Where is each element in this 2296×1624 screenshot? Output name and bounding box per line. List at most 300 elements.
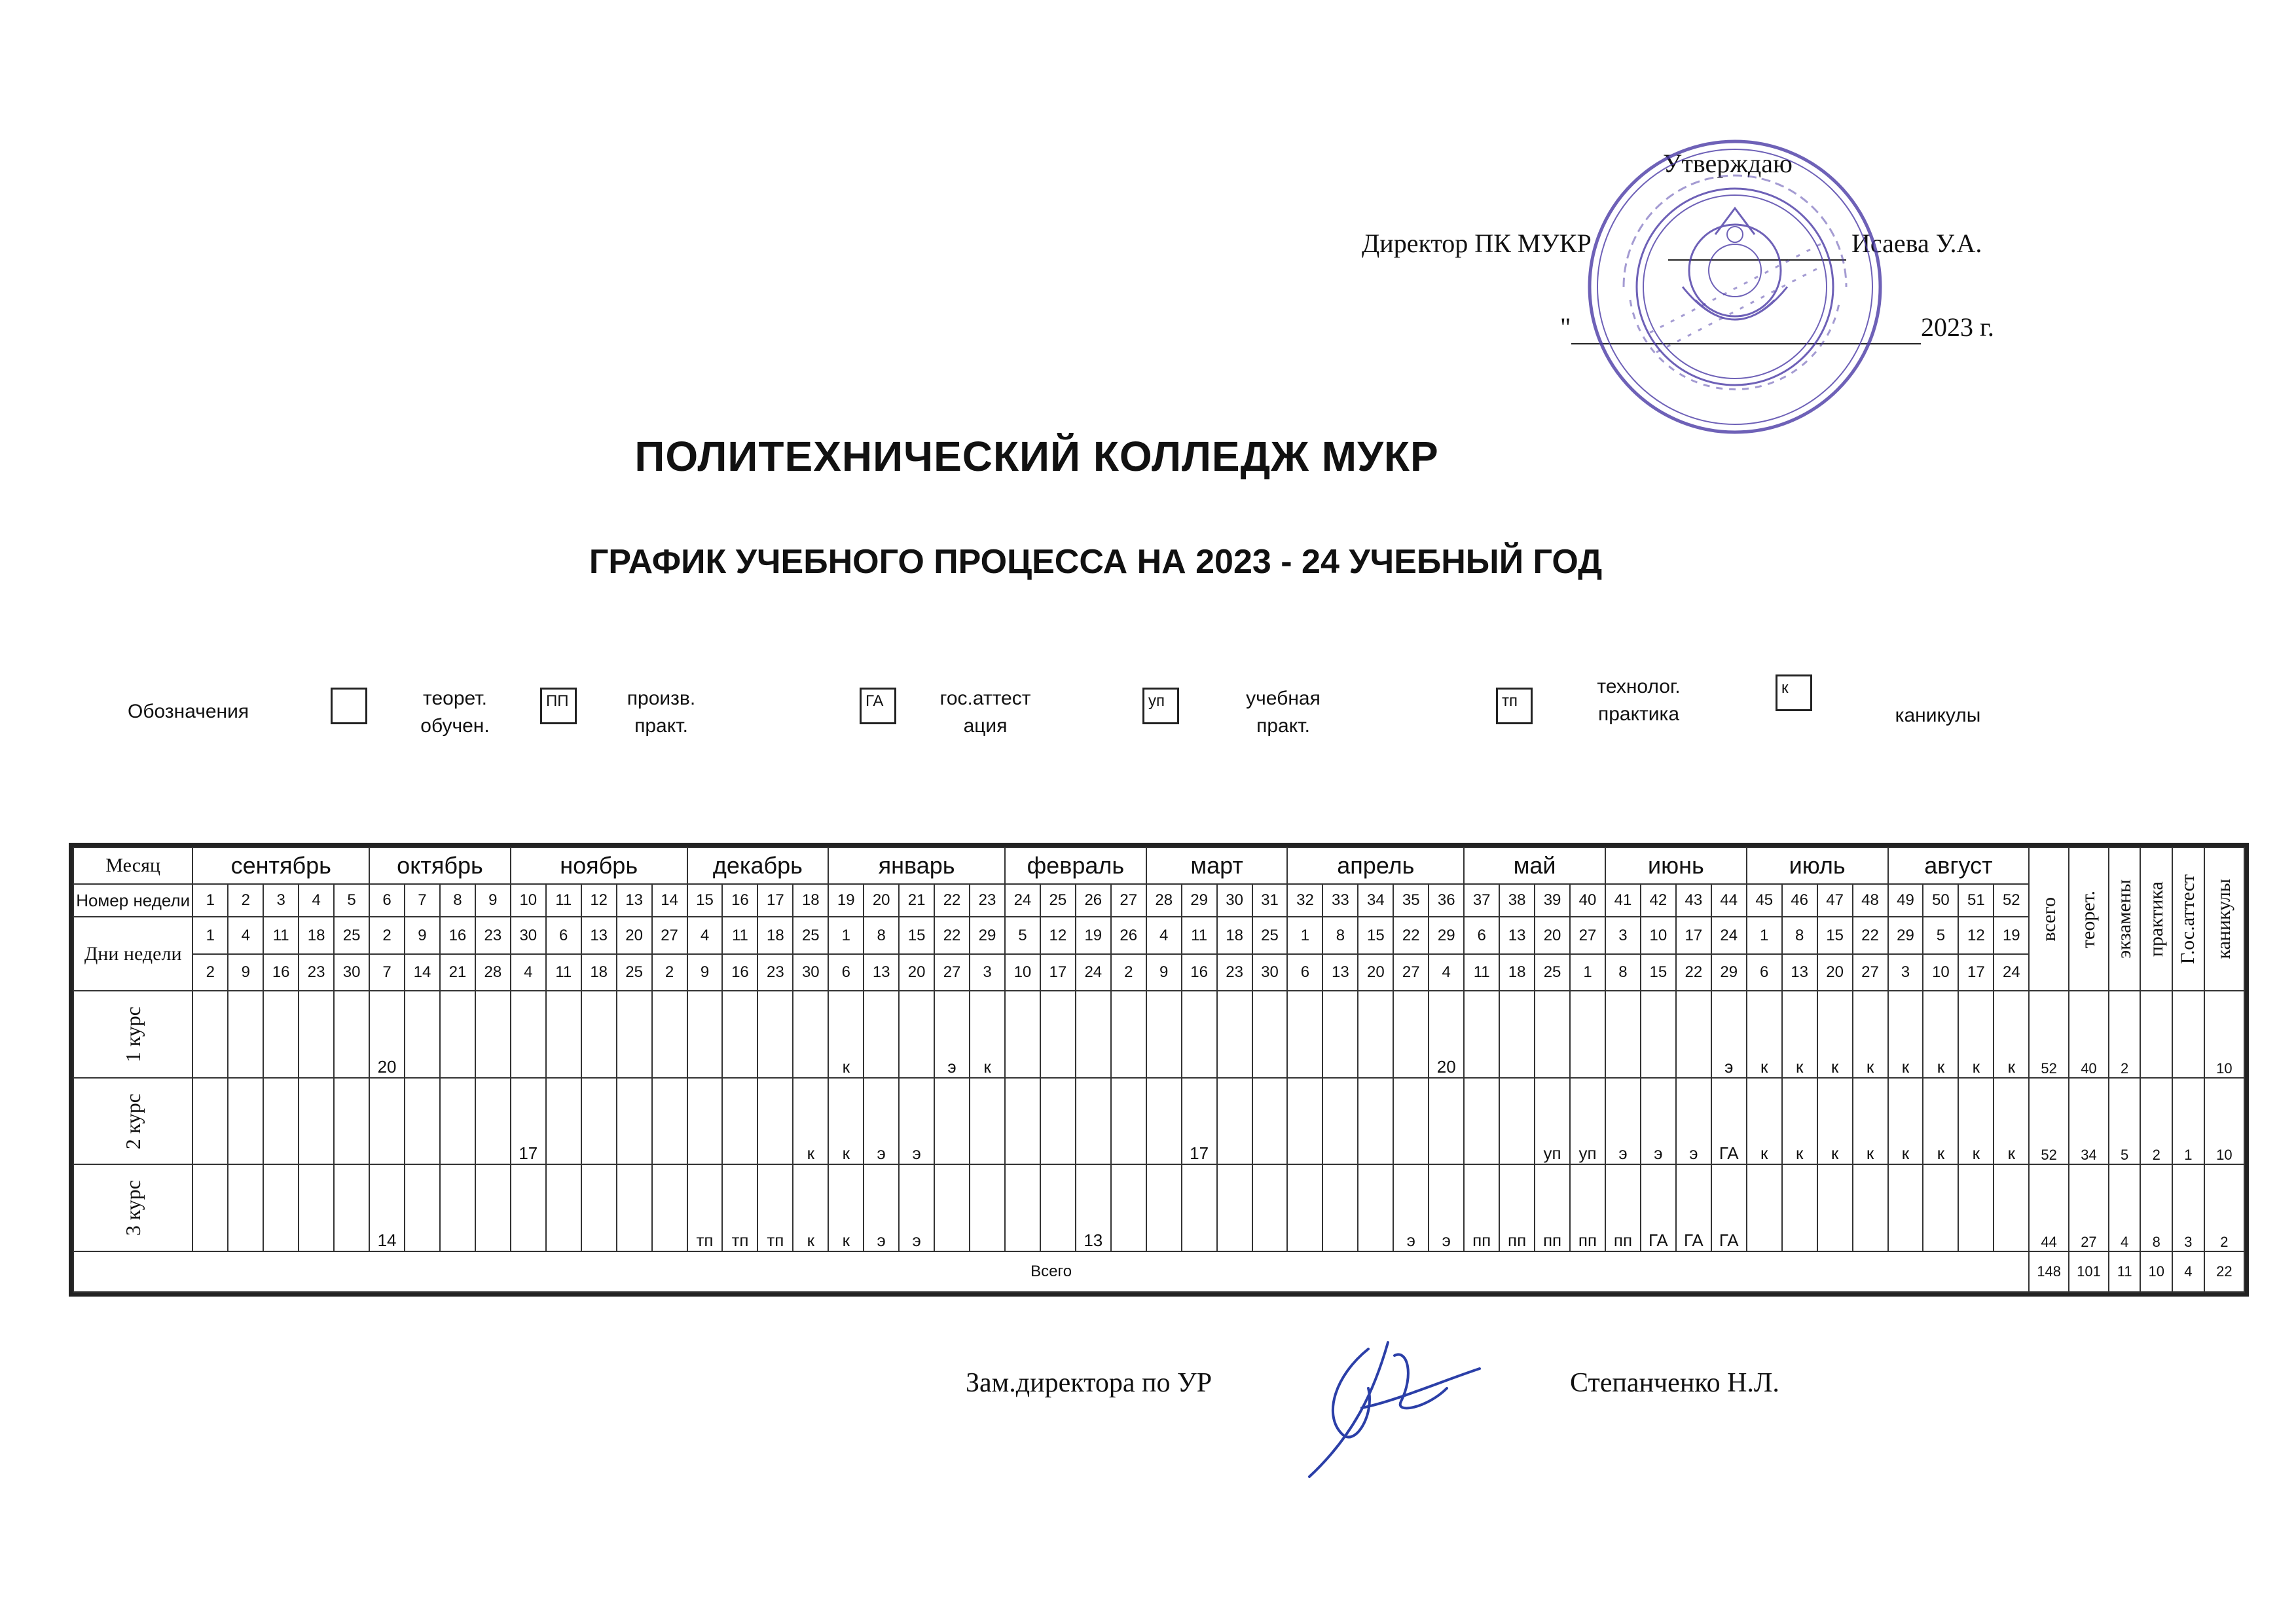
week-start-day: 17 — [1676, 917, 1711, 953]
course-summary-value: 27 — [2069, 1164, 2109, 1251]
week-end-day: 18 — [1499, 954, 1535, 991]
deputy-director-label: Зам.директора по УР — [966, 1368, 1212, 1398]
course-summary-value: 5 — [2109, 1078, 2141, 1165]
schedule-cell — [192, 991, 228, 1078]
schedule-cell — [652, 1078, 687, 1165]
schedule-cell — [757, 991, 793, 1078]
schedule-cell — [263, 1164, 299, 1251]
table-row — [73, 1078, 2244, 1165]
schedule-cell — [546, 991, 581, 1078]
week-number: 50 — [1923, 884, 1958, 917]
schedule-cell: пп — [1535, 1164, 1570, 1251]
days-label: Дни недели — [73, 917, 192, 991]
legend-text-production-practice: произв. практ. — [627, 688, 696, 737]
week-start-day: 8 — [1322, 917, 1358, 953]
schedule-cell — [546, 1078, 581, 1165]
schedule-cell — [1747, 1164, 1782, 1251]
week-number: 37 — [1464, 884, 1499, 917]
course-summary-value: 3 — [2172, 1164, 2204, 1251]
schedule-cell — [1287, 1078, 1322, 1165]
week-end-day: 29 — [1711, 954, 1747, 991]
schedule-cell — [1535, 991, 1570, 1078]
total-label: Всего — [73, 1251, 2029, 1292]
week-number: 31 — [1252, 884, 1288, 917]
approval-director-label: Директор ПК МУКР — [1362, 229, 1592, 258]
table-row — [73, 847, 2244, 884]
schedule-cell — [1464, 991, 1499, 1078]
week-number: 8 — [440, 884, 475, 917]
week-start-day: 5 — [1923, 917, 1958, 953]
week-number: 1 — [192, 884, 228, 917]
week-start-day: 22 — [1853, 917, 1888, 953]
course-summary-value — [2140, 991, 2172, 1078]
schedule-cell — [687, 991, 723, 1078]
week-start-day: 8 — [864, 917, 899, 953]
schedule-cell: к — [1958, 991, 1994, 1078]
schedule-cell — [299, 1164, 334, 1251]
schedule-cell: ГА — [1711, 1164, 1747, 1251]
schedule-cell — [263, 1078, 299, 1165]
course-summary-value: 2 — [2140, 1078, 2172, 1165]
schedule-cell — [581, 1164, 617, 1251]
legend-text-state-attestation: гос.аттест ация — [939, 688, 1031, 737]
summary-header-text: теорет. — [2077, 890, 2100, 948]
schedule-cell — [228, 1164, 263, 1251]
week-start-day: 15 — [1817, 917, 1853, 953]
week-start-day: 1 — [828, 917, 864, 953]
course-summary-value: 2 — [2109, 991, 2141, 1078]
week-number: 44 — [1711, 884, 1747, 917]
week-end-day: 30 — [334, 954, 369, 991]
legend-text-vacation: каникулы — [1895, 705, 1981, 726]
schedule-cell: к — [1923, 1078, 1958, 1165]
week-number: 17 — [757, 884, 793, 917]
week-number: 25 — [1040, 884, 1076, 917]
legend-box-theory — [331, 688, 367, 724]
schedule-cell — [864, 991, 899, 1078]
week-start-day: 1 — [1287, 917, 1322, 953]
week-number: 49 — [1888, 884, 1923, 917]
summary-header-text: всего — [2037, 896, 2060, 942]
schedule-cell: к — [1958, 1078, 1994, 1165]
schedule-cell: ГА — [1711, 1078, 1747, 1165]
schedule-cell: к — [828, 1164, 864, 1251]
week-number: 45 — [1747, 884, 1782, 917]
week-number: 24 — [1005, 884, 1040, 917]
approval-heading: Утверждаю — [1663, 149, 1793, 178]
week-end-day: 6 — [828, 954, 864, 991]
schedule-cell: к — [1994, 991, 2029, 1078]
schedule-cell — [405, 1078, 440, 1165]
schedule-cell: к — [828, 991, 864, 1078]
schedule-cell: 20 — [1429, 991, 1464, 1078]
week-number: 26 — [1076, 884, 1111, 917]
schedule-cell — [1111, 991, 1146, 1078]
schedule-cell — [1817, 1164, 1853, 1251]
week-end-day: 1 — [1570, 954, 1605, 991]
week-end-day: 28 — [475, 954, 511, 991]
college-seal-stamp — [1584, 136, 1886, 437]
schedule-cell — [1570, 991, 1605, 1078]
schedule-cell — [934, 1078, 970, 1165]
week-start-day: 13 — [581, 917, 617, 953]
week-start-day: 27 — [652, 917, 687, 953]
week-end-day: 9 — [1146, 954, 1182, 991]
schedule-cell: э — [1429, 1164, 1464, 1251]
legend-box-production-practice: ПП — [540, 688, 577, 724]
schedule-cell — [1287, 1164, 1322, 1251]
schedule-cell — [1676, 991, 1711, 1078]
week-number: 48 — [1853, 884, 1888, 917]
schedule-cell: уп — [1535, 1078, 1570, 1165]
legend-text-theory: теорет. обучен. — [420, 688, 490, 737]
week-end-day: 30 — [793, 954, 828, 991]
schedule-cell: пп — [1570, 1164, 1605, 1251]
summary-header-text: Г.ос.аттест — [2177, 874, 2199, 965]
schedule-cell — [299, 991, 334, 1078]
schedule-cell — [899, 991, 934, 1078]
month-header: май — [1464, 847, 1605, 884]
course-summary-value: 52 — [2029, 991, 2069, 1078]
schedule-cell — [617, 991, 652, 1078]
week-end-day: 24 — [1994, 954, 2029, 991]
month-header: февраль — [1005, 847, 1146, 884]
schedule-cell — [652, 991, 687, 1078]
week-number: 11 — [546, 884, 581, 917]
course-label — [73, 991, 192, 1078]
week-end-day: 27 — [934, 954, 970, 991]
week-start-day: 9 — [405, 917, 440, 953]
week-start-day: 19 — [1994, 917, 2029, 953]
week-end-day: 17 — [1040, 954, 1076, 991]
schedule-cell — [1252, 1164, 1288, 1251]
week-end-day: 13 — [1782, 954, 1817, 991]
week-number: 10 — [511, 884, 546, 917]
schedule-cell — [334, 1164, 369, 1251]
week-number: 2 — [228, 884, 263, 917]
week-end-day: 21 — [440, 954, 475, 991]
legend-label: Обозначения — [128, 701, 249, 722]
schedule-cell — [722, 1078, 757, 1165]
week-start-day: 11 — [722, 917, 757, 953]
week-number: 47 — [1817, 884, 1853, 917]
week-end-day: 23 — [299, 954, 334, 991]
schedule-cell: к — [1853, 1078, 1888, 1165]
schedule-cell — [581, 991, 617, 1078]
week-end-day: 9 — [687, 954, 723, 991]
week-end-day: 20 — [1817, 954, 1853, 991]
week-start-day: 29 — [1429, 917, 1464, 953]
schedule-subtitle: ГРАФИК УЧЕБНОГО ПРОЦЕССА НА 2023 - 24 УЧЕБНЫЙ ГОД — [589, 543, 1603, 581]
schedule-cell: ГА — [1676, 1164, 1711, 1251]
total-value: 11 — [2109, 1251, 2141, 1292]
schedule-cell — [405, 991, 440, 1078]
deputy-director-name: Степанченко Н.Л. — [1570, 1368, 1779, 1398]
week-end-day: 14 — [405, 954, 440, 991]
summary-header — [2140, 847, 2172, 991]
schedule-cell: э — [1641, 1078, 1676, 1165]
course-summary-value — [2172, 991, 2204, 1078]
course-summary-value: 34 — [2069, 1078, 2109, 1165]
week-start-day: 29 — [970, 917, 1005, 953]
schedule-cell — [1076, 1078, 1111, 1165]
week-number: 20 — [864, 884, 899, 917]
schedule-cell — [1146, 1078, 1182, 1165]
course-summary-value: 2 — [2204, 1164, 2244, 1251]
schedule-cell — [1040, 991, 1076, 1078]
schedule-cell — [1641, 991, 1676, 1078]
week-end-day: 2 — [1111, 954, 1146, 991]
schedule-cell: к — [1923, 991, 1958, 1078]
course-summary-value: 8 — [2140, 1164, 2172, 1251]
week-number: 33 — [1322, 884, 1358, 917]
schedule-cell — [1322, 1078, 1358, 1165]
schedule-cell — [1322, 1164, 1358, 1251]
legend — [0, 674, 2296, 766]
week-start-day: 8 — [1782, 917, 1817, 953]
schedule-cell — [1358, 991, 1393, 1078]
week-end-day: 6 — [1287, 954, 1322, 991]
week-start-day: 12 — [1040, 917, 1076, 953]
course-summary-value: 10 — [2204, 991, 2244, 1078]
schedule-cell — [1111, 1164, 1146, 1251]
week-start-day: 23 — [475, 917, 511, 953]
week-end-day: 27 — [1853, 954, 1888, 991]
schedule-cell: э — [1393, 1164, 1429, 1251]
schedule-cell — [970, 1078, 1005, 1165]
week-end-day: 3 — [1888, 954, 1923, 991]
schedule-cell: э — [899, 1164, 934, 1251]
week-end-day: 11 — [546, 954, 581, 991]
approval-date-quote: " — [1560, 312, 1571, 342]
summary-header-text: каникулы — [2213, 879, 2235, 959]
week-end-day: 8 — [1605, 954, 1641, 991]
week-start-day: 12 — [1958, 917, 1994, 953]
schedule-cell — [934, 1164, 970, 1251]
week-start-day: 25 — [334, 917, 369, 953]
legend-box-technological-practice: тп — [1496, 688, 1533, 724]
schedule-table-frame — [69, 843, 2249, 1297]
week-number: 30 — [1217, 884, 1252, 917]
schedule-cell — [299, 1078, 334, 1165]
week-number: 34 — [1358, 884, 1393, 917]
table-row — [73, 954, 2244, 991]
week-start-day: 30 — [511, 917, 546, 953]
month-header-label: Месяц — [73, 847, 192, 884]
schedule-cell: ГА — [1641, 1164, 1676, 1251]
week-end-day: 20 — [1358, 954, 1393, 991]
schedule-cell: к — [1888, 991, 1923, 1078]
schedule-cell — [405, 1164, 440, 1251]
schedule-cell — [1499, 1078, 1535, 1165]
schedule-cell: 17 — [1182, 1078, 1217, 1165]
approval-director-name: Исаева У.А. — [1851, 229, 1982, 258]
total-value: 101 — [2069, 1251, 2109, 1292]
week-end-day: 9 — [228, 954, 263, 991]
course-label — [73, 1078, 192, 1165]
month-header: январь — [828, 847, 1005, 884]
week-start-day: 27 — [1570, 917, 1605, 953]
schedule-cell: к — [1782, 991, 1817, 1078]
week-start-day: 4 — [1146, 917, 1182, 953]
week-number: 13 — [617, 884, 652, 917]
schedule-cell: э — [1711, 991, 1747, 1078]
week-number: 5 — [334, 884, 369, 917]
legend-box-educational-practice: уп — [1142, 688, 1179, 724]
table-row — [73, 991, 2244, 1078]
schedule-cell — [1287, 991, 1322, 1078]
week-end-day: 6 — [1747, 954, 1782, 991]
week-start-day: 20 — [1535, 917, 1570, 953]
week-end-day: 17 — [1958, 954, 1994, 991]
schedule-cell — [1182, 991, 1217, 1078]
total-value: 148 — [2029, 1251, 2069, 1292]
course-summary-value: 1 — [2172, 1078, 2204, 1165]
schedule-cell — [652, 1164, 687, 1251]
week-number: 4 — [299, 884, 334, 917]
table-row — [73, 1251, 2244, 1292]
table-row — [73, 884, 2244, 917]
week-start-day: 18 — [299, 917, 334, 953]
schedule-cell — [440, 991, 475, 1078]
month-header: март — [1146, 847, 1288, 884]
week-number: 12 — [581, 884, 617, 917]
week-end-day: 16 — [263, 954, 299, 991]
week-number: 40 — [1570, 884, 1605, 917]
schedule-cell — [511, 1164, 546, 1251]
schedule-cell: тп — [687, 1164, 723, 1251]
week-end-day: 10 — [1005, 954, 1040, 991]
schedule-cell — [1782, 1164, 1817, 1251]
legend-text-technological-practice: технолог. практика — [1597, 676, 1681, 725]
schedule-cell — [1005, 1164, 1040, 1251]
week-number: 42 — [1641, 884, 1676, 917]
week-number: 35 — [1393, 884, 1429, 917]
week-start-day: 5 — [1005, 917, 1040, 953]
schedule-cell — [1958, 1164, 1994, 1251]
week-end-day: 2 — [652, 954, 687, 991]
week-number: 22 — [934, 884, 970, 917]
schedule-cell — [475, 991, 511, 1078]
schedule-cell — [1322, 991, 1358, 1078]
week-start-day: 18 — [757, 917, 793, 953]
schedule-cell: к — [1994, 1078, 2029, 1165]
schedule-cell — [1146, 991, 1182, 1078]
week-number: 9 — [475, 884, 511, 917]
schedule-cell: к — [1817, 1078, 1853, 1165]
table-row — [73, 1164, 2244, 1251]
schedule-cell — [1005, 991, 1040, 1078]
week-end-day: 27 — [1393, 954, 1429, 991]
schedule-cell — [1994, 1164, 2029, 1251]
summary-header — [2204, 847, 2244, 991]
schedule-cell: к — [1817, 991, 1853, 1078]
week-number: 51 — [1958, 884, 1994, 917]
approval-date-year: 2023 г. — [1921, 312, 1994, 342]
week-end-day: 24 — [1076, 954, 1111, 991]
schedule-cell: к — [1782, 1078, 1817, 1165]
week-start-day: 11 — [1182, 917, 1217, 953]
week-end-day: 16 — [722, 954, 757, 991]
legend-text-educational-practice: учебная практ. — [1246, 688, 1321, 737]
schedule-cell — [263, 991, 299, 1078]
course-label-text: 2 курс — [120, 1093, 145, 1149]
schedule-cell — [228, 991, 263, 1078]
week-start-day: 1 — [192, 917, 228, 953]
week-number: 52 — [1994, 884, 2029, 917]
schedule-cell — [722, 991, 757, 1078]
week-start-day: 16 — [440, 917, 475, 953]
week-start-day: 10 — [1641, 917, 1676, 953]
month-header: апрель — [1287, 847, 1464, 884]
schedule-cell — [1888, 1164, 1923, 1251]
month-header: декабрь — [687, 847, 829, 884]
schedule-cell: к — [1888, 1078, 1923, 1165]
week-start-day: 25 — [1252, 917, 1288, 953]
month-header: август — [1888, 847, 2030, 884]
schedule-cell: э — [864, 1164, 899, 1251]
week-end-day: 16 — [1182, 954, 1217, 991]
schedule-cell — [1393, 1078, 1429, 1165]
schedule-cell: к — [793, 1164, 828, 1251]
schedule-cell: 14 — [369, 1164, 405, 1251]
schedule-cell — [1393, 991, 1429, 1078]
week-end-day: 25 — [1535, 954, 1570, 991]
week-start-day: 6 — [1464, 917, 1499, 953]
legend-box-state-attestation: ГА — [860, 688, 896, 724]
schedule-cell: к — [1747, 991, 1782, 1078]
month-header: июль — [1747, 847, 1888, 884]
schedule-cell — [192, 1078, 228, 1165]
week-number: 39 — [1535, 884, 1570, 917]
summary-header-text: экзамены — [2113, 879, 2136, 959]
schedule-cell — [1605, 991, 1641, 1078]
schedule-cell: к — [970, 991, 1005, 1078]
month-header: сентябрь — [192, 847, 369, 884]
course-summary-value: 52 — [2029, 1078, 2069, 1165]
course-summary-value: 44 — [2029, 1164, 2069, 1251]
month-header: июнь — [1605, 847, 1747, 884]
schedule-cell: пп — [1464, 1164, 1499, 1251]
schedule-cell — [475, 1164, 511, 1251]
schedule-cell: пп — [1499, 1164, 1535, 1251]
schedule-cell — [1358, 1078, 1393, 1165]
schedule-cell — [192, 1164, 228, 1251]
schedule-cell: 20 — [369, 991, 405, 1078]
schedule-cell — [1252, 991, 1288, 1078]
week-start-day: 2 — [369, 917, 405, 953]
week-start-day: 15 — [1358, 917, 1393, 953]
week-number: 14 — [652, 884, 687, 917]
deputy-signature — [1296, 1336, 1486, 1486]
schedule-cell — [369, 1078, 405, 1165]
week-number: 21 — [899, 884, 934, 917]
schedule-cell: уп — [1570, 1078, 1605, 1165]
week-number: 18 — [793, 884, 828, 917]
schedule-cell: э — [934, 991, 970, 1078]
schedule-cell — [511, 991, 546, 1078]
schedule-cell — [1217, 991, 1252, 1078]
schedule-cell — [1217, 1164, 1252, 1251]
week-end-day: 4 — [511, 954, 546, 991]
schedule-cell — [1252, 1078, 1288, 1165]
week-number: 28 — [1146, 884, 1182, 917]
week-start-day: 4 — [687, 917, 723, 953]
summary-header-text: практика — [2145, 881, 2167, 957]
week-start-day: 1 — [1747, 917, 1782, 953]
course-label-text: 1 курс — [120, 1006, 145, 1063]
schedule-cell — [1182, 1164, 1217, 1251]
